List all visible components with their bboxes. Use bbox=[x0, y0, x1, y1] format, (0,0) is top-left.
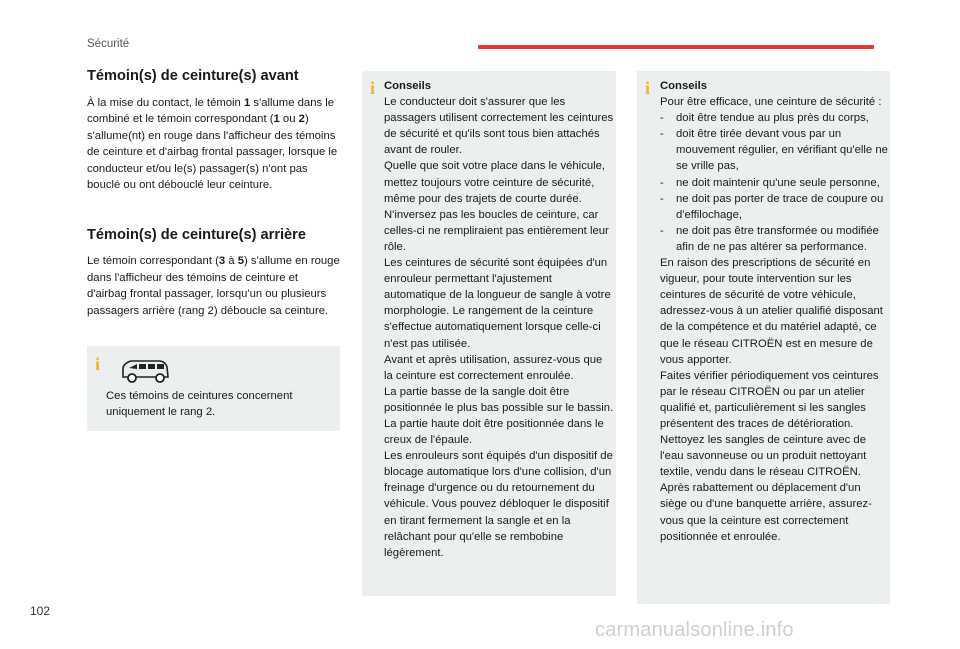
watermark: carmanualsonline.info bbox=[595, 619, 794, 641]
indicator-number: 2 bbox=[298, 113, 305, 126]
tips2-checklist bbox=[660, 110, 888, 255]
paragraph-text: s'allume dans le combiné et le témoin correspondant ( bbox=[87, 97, 335, 126]
info-icon: i bbox=[370, 78, 376, 98]
tips2-intro: Pour être efficace, une ceinture de sécurité : bbox=[660, 96, 882, 109]
front-paragraph bbox=[87, 95, 341, 193]
column-left bbox=[87, 66, 341, 319]
tips1-paragraphs bbox=[384, 94, 614, 561]
tip-paragraph: Le conducteur doit s'assurer que les passagers utilisent correctement les ceintures de sécurité et qu'ils sont tous bien attachés avant de rouler. bbox=[384, 96, 614, 157]
checklist-item: - doit être tendue au plus près du corps, bbox=[660, 110, 888, 126]
indicator-number: 5 bbox=[237, 255, 245, 268]
paragraph-text: à bbox=[225, 255, 238, 268]
section-header: Sécurité bbox=[87, 38, 130, 50]
tip-paragraph: Avant et après utilisation, assurez-vous que la ceinture est correctement enroulée. bbox=[384, 353, 603, 382]
tip-paragraph: Après rabattement ou déplacement d'un siège ou d'une banquette arrière, assurez-vous que la ceinture est correctement positionnée et enroulée. bbox=[660, 482, 872, 543]
tip-paragraph: Faites vérifier périodiquement vos ceintures par le réseau CITROËN ou par un atelier qualifié et, particulièrement si les sangles présentent des traces de détérioration. bbox=[660, 369, 879, 430]
tips2-paragraphs bbox=[660, 255, 888, 545]
tip-paragraph: N'inversez pas les boucles de ceinture, car celles-ci ne rempliraient pas entièrement leur rôle. bbox=[384, 208, 609, 253]
tips2-content bbox=[660, 78, 888, 545]
page-number: 102 bbox=[30, 604, 51, 618]
checklist-item: - doit être tirée devant vous par un mouvement régulier, en vérifiant qu'elle ne se vrille pas, bbox=[660, 126, 888, 174]
tip-paragraph: Les ceintures de sécurité sont équipées d'un enrouleur permettant l'ajustement automatique de la longueur de sangle à votre morphologie. Le rangement de la ceinture s'effectue automatiquement lorsque celle-ci n'est pas utilisée. bbox=[384, 257, 611, 350]
rear-title: Témoin(s) de ceinture(s) arrière bbox=[87, 227, 306, 244]
tips1-title: Conseils bbox=[384, 80, 432, 92]
tip-paragraph: La partie basse de la sangle doit être positionnée le plus bas possible sur le bassin. bbox=[384, 385, 614, 414]
checklist-item: - ne doit pas porter de trace de coupure ou d'effilochage, bbox=[660, 191, 888, 223]
indicator-number: 1 bbox=[243, 97, 251, 109]
paragraph-text: ) s'allume(nt) en rouge dans l'afficheur des témoins de ceinture et d'airbag frontal passager, lorsque le conducteur et/ou le(s) passager(s) n'ont pas bouclé ou ont débouclé leur ceinture. bbox=[87, 113, 338, 192]
tip-paragraph: Les enrouleurs sont équipés d'un dispositif de blocage automatique lors d'une collision, d'un freinage d'urgence ou du retournement du véhicule. Vous pouvez débloquer le dispositif en tirant fermement la sangle et en la relâchant pour qu'elle se rembobine légèrement. bbox=[384, 450, 613, 559]
tips2-title: Conseils bbox=[660, 80, 708, 92]
indicator-number: 1 bbox=[273, 113, 280, 126]
checklist-item: - ne doit pas être transformée ou modifiée afin de ne pas altérer sa performance. bbox=[660, 223, 888, 255]
info-icon: i bbox=[95, 354, 101, 374]
tips1-content bbox=[384, 78, 614, 561]
tip-paragraph: Nettoyez les sangles de ceinture avec de l'eau savonneuse ou un produit nettoyant textile, vendu dans le réseau CITROËN. bbox=[660, 434, 867, 479]
tips-box-belt-usage bbox=[362, 71, 616, 596]
tips-box-belt-maintenance bbox=[637, 71, 890, 604]
checklist-item: - ne doit maintenir qu'une seule personne, bbox=[660, 175, 888, 191]
rear-note-text: Ces témoins de ceintures concernent uniquement le rang 2. bbox=[106, 390, 293, 419]
paragraph-text: ou bbox=[279, 113, 299, 126]
header-accent-bar bbox=[478, 45, 874, 49]
info-icon: i bbox=[645, 78, 651, 98]
rear-paragraph bbox=[87, 253, 341, 319]
paragraph-text: ) s'allume en rouge dans l'afficheur des témoins de ceinture et d'airbag frontal passager, lorsqu'un ou plusieurs passagers arrière (rang 2) déboucle sa ceinture. bbox=[87, 255, 340, 317]
paragraph-text: À la mise du contact, le témoin bbox=[87, 97, 244, 109]
tip-paragraph: La partie haute doit être positionnée dans le creux de l'épaule. bbox=[384, 417, 604, 447]
tip-paragraph: Quelle que soit votre place dans le véhicule, mettez toujours votre ceinture de sécurité, même pour des trajets de courte durée. bbox=[384, 160, 606, 205]
front-title: Témoin(s) de ceinture(s) avant bbox=[87, 68, 299, 84]
paragraph-text: Le témoin correspondant ( bbox=[87, 255, 219, 268]
indicator-number: 3 bbox=[218, 255, 226, 268]
rear-note-box bbox=[87, 346, 340, 431]
tip-paragraph: En raison des prescriptions de sécurité en vigueur, pour toute intervention sur les ceintures de sécurité de votre véhicule, adressez-vous à un atelier qualifié disposant de la compétence et du matériel adapté, ce que le réseau CITROËN est en mesure de vous apporter. bbox=[660, 257, 883, 366]
van-icon bbox=[119, 357, 171, 385]
